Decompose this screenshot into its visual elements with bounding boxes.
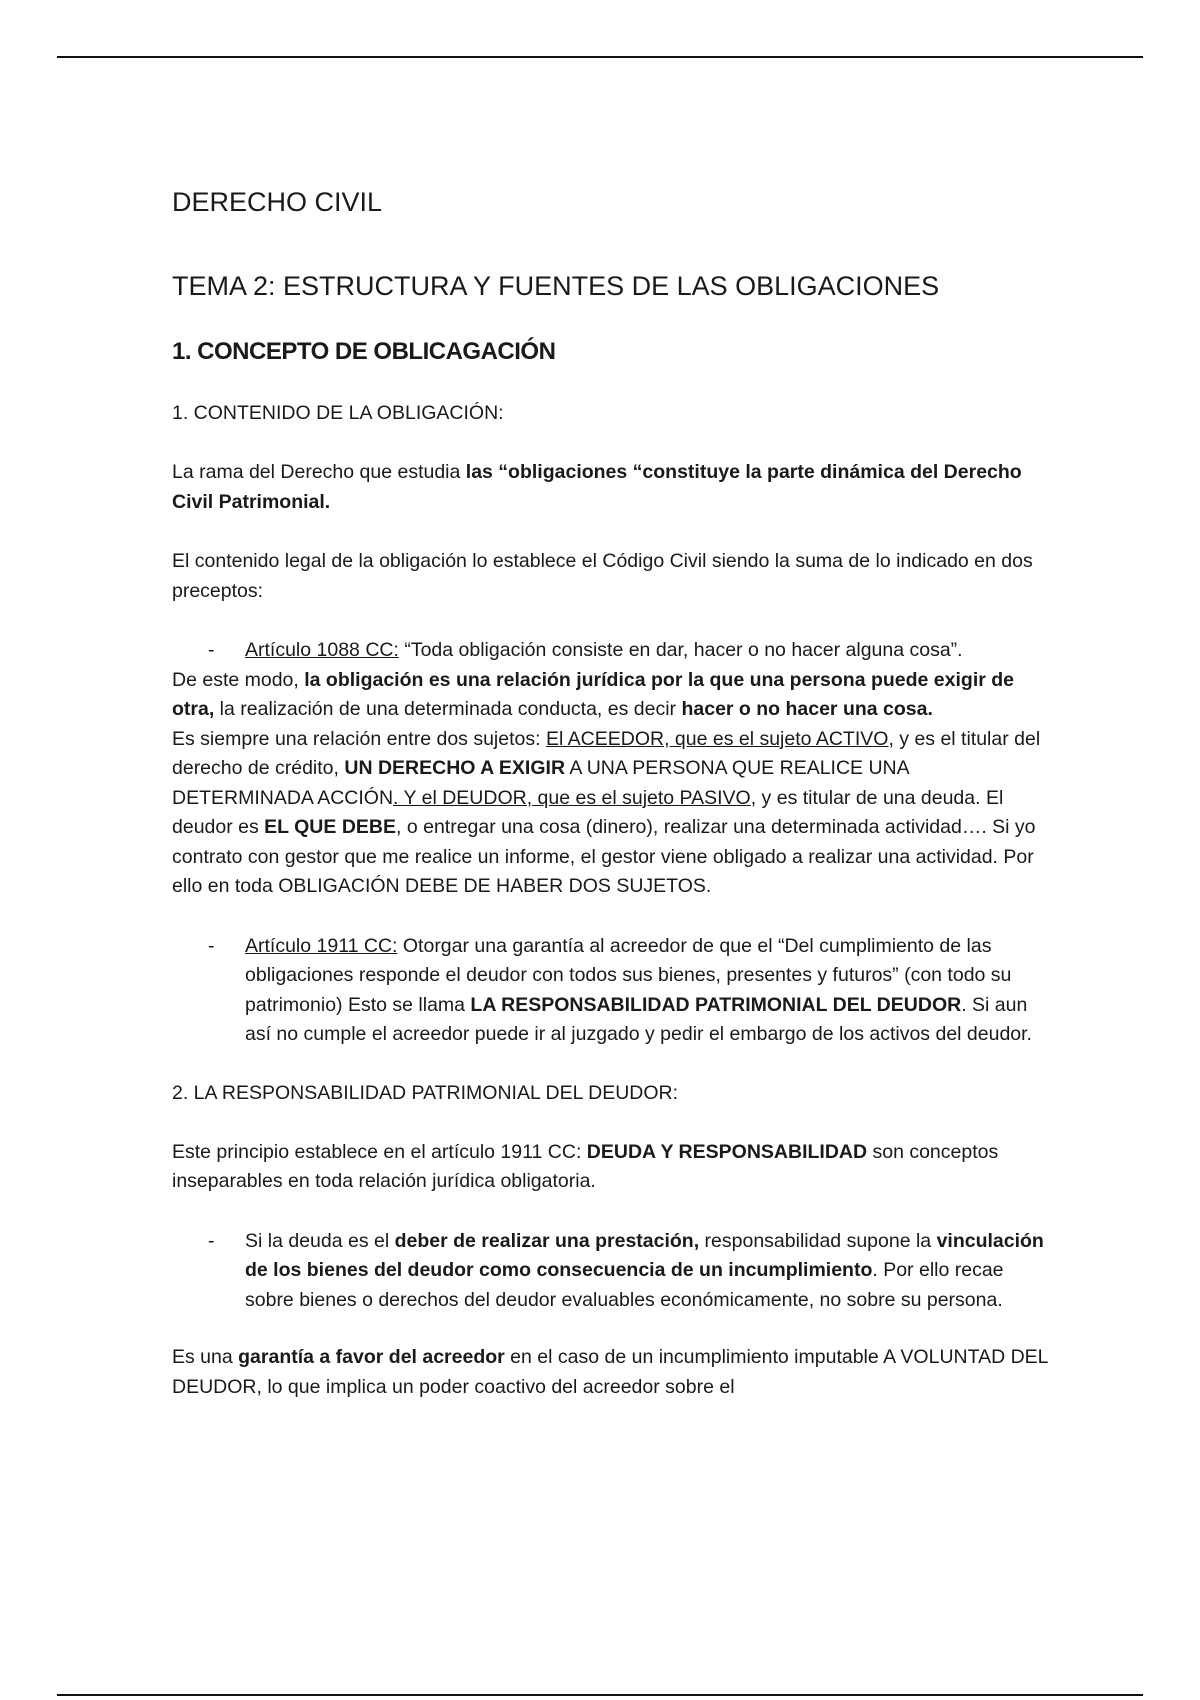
paragraph-principio: Este principio establece en el artículo 1911 CC: DEUDA Y RESPONSABILIDAD son conceptos inseparables en toda relación jurídica obligatoria. <box>172 1140 999 1192</box>
top-rule <box>57 56 1143 58</box>
paragraph-rama-derecho: La rama del Derecho que estudia las “obligaciones “constituye la parte dinámica del Derecho Civil Patrimonial. <box>172 461 1022 513</box>
list-item-deuda: - Si la deuda es el deber de realizar una prestación, responsabilidad supone la vinculación de los bienes del deudor como consecuencia de un incumplimiento. Por ello recae sobre bienes o derechos del deudor evaluables económicamente, no sobre su persona. <box>172 1227 1052 1316</box>
list-item-articulo-1088: - Artículo 1088 CC: “Toda obligación consiste en dar, hacer o no hacer alguna cosa”. <box>172 636 1052 666</box>
document-body <box>172 186 1052 1402</box>
subheading-responsabilidad: 2. LA RESPONSABILIDAD PATRIMONIAL DEL DEUDOR: <box>172 1081 679 1104</box>
document-title: DERECHO CIVIL <box>172 187 383 217</box>
paragraph-relacion-juridica: De este modo, la obligación es una relación jurídica por la que una persona puede exigir de otra, la realización de una determinada conducta, es decir hacer o no hacer una cosa. <box>172 668 1014 720</box>
article-reference: Artículo 1088 CC: <box>245 639 399 661</box>
subheading-contenido: 1. CONTENIDO DE LA OBLIGACIÓN: <box>172 402 504 424</box>
bottom-rule <box>57 1694 1143 1696</box>
bullet-dash: - <box>208 1229 215 1252</box>
tema-title: TEMA 2: ESTRUCTURA Y FUENTES DE LAS OBLIGACIONES <box>172 271 940 301</box>
bullet-dash: - <box>208 934 215 957</box>
list-item-articulo-1911: - Artículo 1911 CC: Otorgar una garantía al acreedor de que el “Del cumplimiento de las obligaciones responde el deudor con todos sus bienes, presentes y futuros” (con todo su patrimonio) Esto se llama LA RESPONSABILIDAD PATRIMONIAL DEL DEUDOR. Si aun así no cumple el acreedor puede ir al juzgado y pedir el embargo de los activos del deudor. <box>172 932 1052 1050</box>
paragraph-garantia: Es una garantía a favor del acreedor en el caso de un incumplimiento imputable A VOLUNTAD DEL DEUDOR, lo que implica un poder coactivo del acreedor sobre el <box>172 1346 1048 1398</box>
section-heading-concepto: 1. CONCEPTO DE OBLICAGACIÓN <box>172 338 556 365</box>
article-reference: Artículo 1911 CC: <box>245 934 398 957</box>
paragraph-dos-sujetos: Es siempre una relación entre dos sujetos: El ACEEDOR, que es el sujeto ACTIVO, y es el titular del derecho de crédito, UN DERECHO A EXIGIR A UNA PERSONA QUE REALICE UNA DETERMINADA ACCIÓN. Y el DEUDOR, que es el sujeto PASIVO, y es titular de una deuda. El deudor es EL QUE DEBE, o entregar una cosa (dinero), realizar una determinada actividad…. Si yo contrato con gestor que me realice un informe, el gestor viene obligado a realizar una actividad. Por ello en toda OBLIGACIÓN DEBE DE HABER DOS SUJETOS. <box>172 727 1041 897</box>
bullet-dash: - <box>208 639 215 661</box>
paragraph-contenido-legal: El contenido legal de la obligación lo establece el Código Civil siendo la suma de lo indicado en dos preceptos: <box>172 550 1033 602</box>
